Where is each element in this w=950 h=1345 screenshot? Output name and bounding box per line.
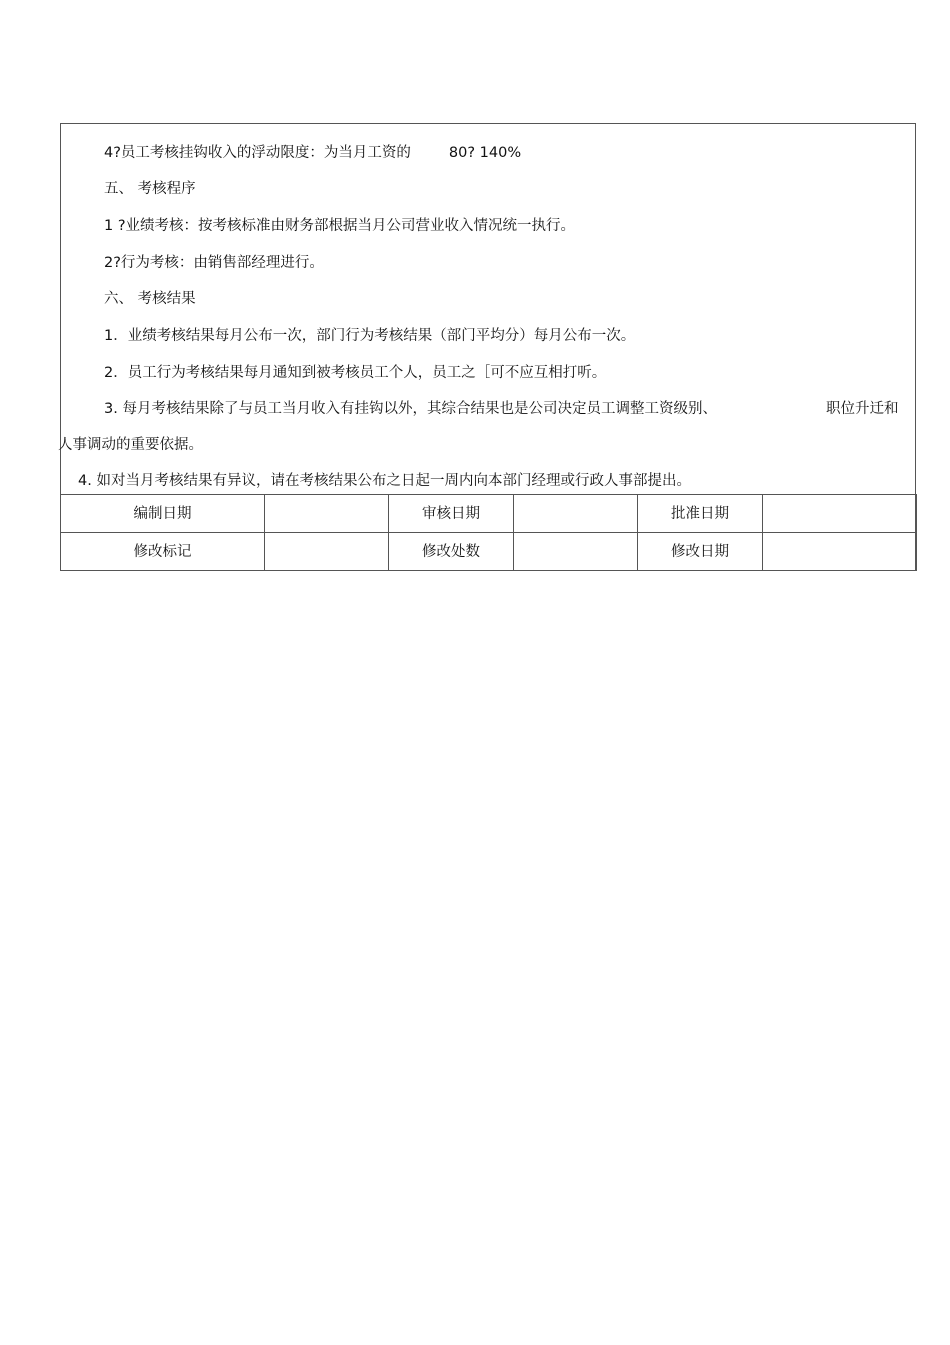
section-6-item-2: 2．员工行为考核结果每月通知到被考核员工个人，员工之［可不应互相打听。 [104,365,607,381]
table-row [61,533,917,571]
revision-date-value [763,533,917,571]
section-5-item-1: 1 ?业绩考核：按考核标准由财务部根据当月公司营业收入情况统一执行。 [104,218,576,234]
revision-mark-label: 修改标记 [61,533,265,571]
section-6-item-3: 3. 每月考核结果除了与员工当月收入有挂钩以外，其综合结果也是公司决定员工调整工资级别、 [104,401,717,417]
float-limit-value: 80? 140% [448,145,522,161]
table-row [61,495,917,533]
compile-date-label: 编制日期 [61,495,265,533]
section-5-heading: 五、 考核程序 [104,181,196,197]
revision-count-label: 修改处数 [389,533,514,571]
approve-date-label: 批准日期 [638,495,763,533]
approve-date-value [763,495,917,533]
section-6-item-3-continuation: 人事调动的重要依据。 [58,437,203,453]
section-5-item-2: 2?行为考核：由销售部经理进行。 [104,255,324,271]
section-6-item-1: 1．业绩考核结果每月公布一次，部门行为考核结果（部门平均分）每月公布一次。 [104,328,636,344]
section-6-item-3-tail: 职位升迁和 [826,401,899,417]
revision-mark-value [265,533,389,571]
section-6-heading: 六、 考核结果 [104,291,196,307]
approval-table [60,494,917,571]
section-6-item-4: 4. 如对当月考核结果有异议，请在考核结果公布之日起一周内向本部门经理或行政人事部提出。 [78,473,691,489]
float-limit-text: 4?员工考核挂钩收入的浮动限度：为当月工资的 [104,145,411,161]
float-limit-line [104,143,521,163]
revision-count-value [514,533,638,571]
review-date-label: 审核日期 [389,495,514,533]
revision-date-label: 修改日期 [638,533,763,571]
review-date-value [514,495,638,533]
compile-date-value [265,495,389,533]
